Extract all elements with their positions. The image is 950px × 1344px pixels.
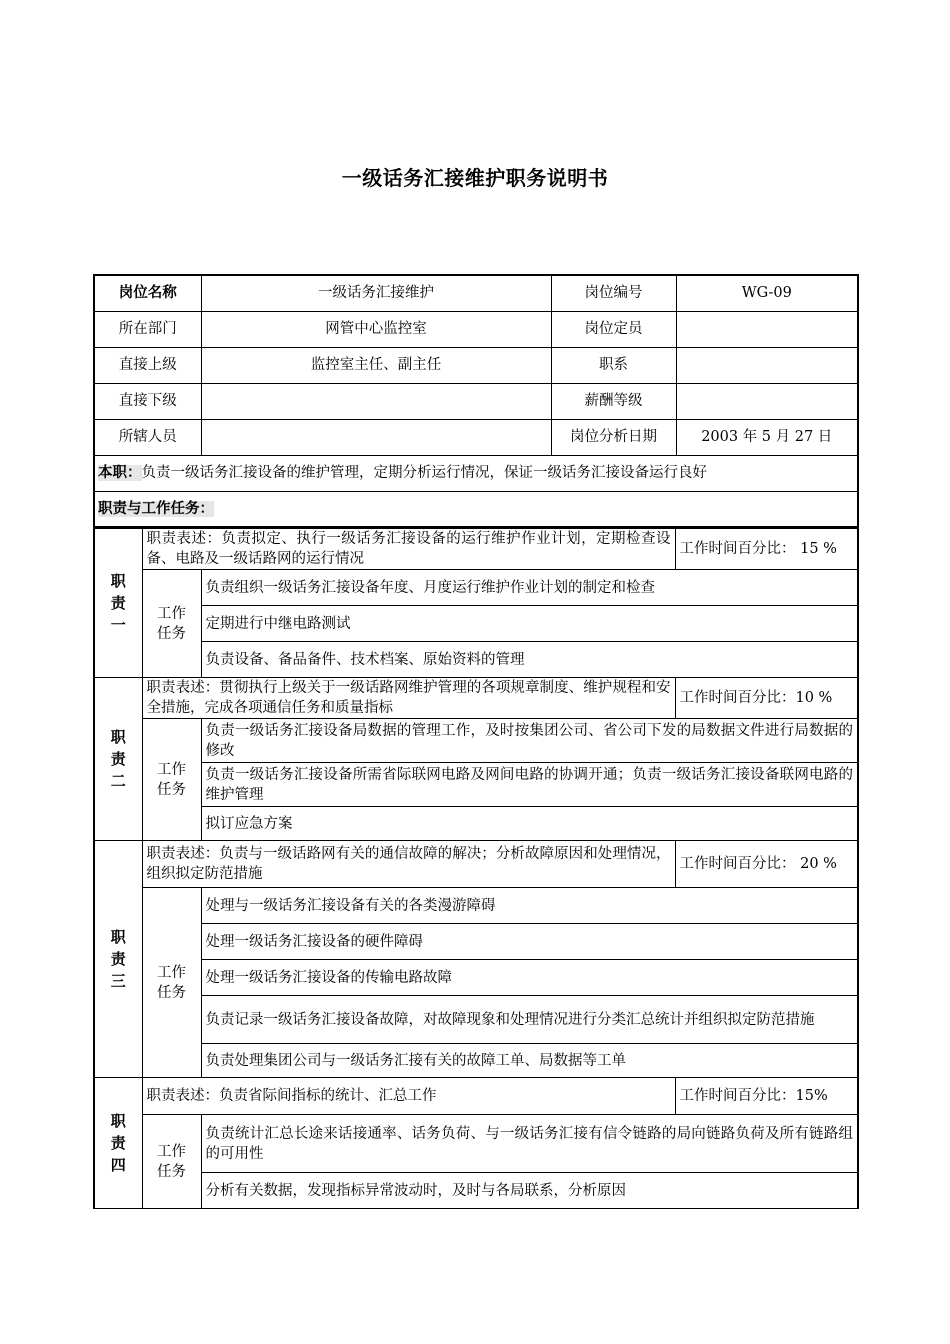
subordinate-value (201, 383, 551, 419)
duty-label-char: 一 (110, 616, 126, 634)
duty-description: 职责表述：贯彻执行上级关于一级话路网维护管理的各项规章制度、维护规程和安全措施，完成各项通信任务和质量指标 (142, 678, 675, 719)
task-label-line: 任务 (157, 625, 186, 642)
info-row (94, 419, 858, 455)
main-duty-label: 本职： (98, 465, 142, 481)
task-row (94, 719, 858, 763)
task-row (94, 996, 858, 1044)
salary-grade-label: 薪酬等级 (551, 383, 676, 419)
duty-time-percent: 工作时间百分比： 15 % (675, 529, 858, 570)
position-code-label: 岗位编号 (551, 275, 676, 311)
duties-table (93, 528, 859, 1209)
subordinate-label: 直接下级 (94, 383, 201, 419)
duty-label-char: 职 (110, 1112, 126, 1130)
duty-label-char: 责 (110, 594, 126, 612)
task-item: 负责处理集团公司与一级话务汇接有关的故障工单、局数据等工单 (201, 1044, 858, 1078)
task-label-line: 工作 (157, 605, 186, 622)
duty-time-percent: 工作时间百分比： 20 % (675, 841, 858, 888)
duty-description: 职责表述：负责省际间指标的统计、汇总工作 (142, 1078, 675, 1115)
duty-desc-row (94, 678, 858, 719)
task-item: 负责组织一级话务汇接设备年度、月度运行维护作业计划的制定和检查 (201, 570, 858, 606)
duty-label-char: 责 (110, 750, 126, 768)
task-item: 拟订应急方案 (201, 807, 858, 841)
task-row (94, 924, 858, 960)
job-family-label: 职系 (551, 347, 676, 383)
duty-label-char: 责 (110, 950, 126, 968)
duty-label (94, 529, 142, 678)
duty-label-char: 职 (110, 928, 126, 946)
document-title: 一级话务汇接维护职务说明书 (341, 166, 609, 190)
job-description-table (93, 274, 857, 1209)
task-label-line: 任务 (157, 1163, 186, 1180)
info-row (94, 347, 858, 383)
task-label (142, 888, 201, 1078)
task-item: 处理一级话务汇接设备的传输电路故障 (201, 960, 858, 996)
task-item: 负责一级话务汇接设备局数据的管理工作，及时按集团公司、省公司下发的局数据文件进行局数据的修改 (201, 719, 858, 763)
task-label-line: 任务 (157, 984, 186, 1001)
info-row (94, 275, 858, 311)
task-item: 负责设备、备品备件、技术档案、原始资料的管理 (201, 642, 858, 678)
duty-label (94, 841, 142, 1078)
duties-section-label: 职责与工作任务： (98, 500, 214, 517)
task-label (142, 719, 201, 841)
position-name-value: 一级话务汇接维护 (201, 275, 551, 311)
task-row (94, 606, 858, 642)
superior-label: 直接上级 (94, 347, 201, 383)
main-duty-row (94, 455, 858, 491)
task-item: 负责一级话务汇接设备所需省际联网电路及网间电路的协调开通；负责一级话务汇接设备联网电路的维护管理 (201, 763, 858, 807)
task-label-line: 工作 (157, 761, 186, 778)
task-row (94, 888, 858, 924)
duty-label-char: 责 (110, 1134, 126, 1152)
task-row (94, 570, 858, 606)
duty-label (94, 678, 142, 841)
superior-value: 监控室主任、副主任 (201, 347, 551, 383)
task-row (94, 1115, 858, 1173)
info-row (94, 311, 858, 347)
staff-label: 所辖人员 (94, 419, 201, 455)
duty-desc-row (94, 529, 858, 570)
duty-desc-row (94, 1078, 858, 1115)
duty-label-char: 三 (110, 972, 126, 990)
task-item: 负责统计汇总长途来话接通率、话务负荷、与一级话务汇接有信令链路的局向链路负荷及所有链路组的可用性 (201, 1115, 858, 1173)
task-row (94, 1044, 858, 1078)
duties-section-header (94, 491, 858, 527)
task-item: 处理与一级话务汇接设备有关的各类漫游障碍 (201, 888, 858, 924)
task-label-line: 任务 (157, 781, 186, 798)
task-item: 分析有关数据，发现指标异常波动时，及时与各局联系，分析原因 (201, 1173, 858, 1209)
main-duty-text: 负责一级话务汇接设备的维护管理，定期分析运行情况，保证一级话务汇接设备运行良好 (141, 465, 707, 481)
duty-desc-row (94, 841, 858, 888)
salary-grade-value (676, 383, 858, 419)
task-row (94, 763, 858, 807)
task-label (142, 1115, 201, 1209)
department-value: 网管中心监控室 (201, 311, 551, 347)
headcount-label: 岗位定员 (551, 311, 676, 347)
duty-label-char: 二 (110, 772, 126, 790)
job-family-value (676, 347, 858, 383)
task-item: 负责记录一级话务汇接设备故障，对故障现象和处理情况进行分类汇总统计并组织拟定防范措施 (201, 996, 858, 1044)
duty-time-percent: 工作时间百分比：10 % (675, 678, 858, 719)
task-row (94, 960, 858, 996)
task-row (94, 1173, 858, 1209)
task-item: 处理一级话务汇接设备的硬件障碍 (201, 924, 858, 960)
task-label-line: 工作 (157, 1143, 186, 1160)
duty-label-char: 职 (110, 728, 126, 746)
duty-label-char: 职 (110, 572, 126, 590)
task-row (94, 642, 858, 678)
department-label: 所在部门 (94, 311, 201, 347)
info-table (93, 274, 859, 528)
duty-time-percent: 工作时间百分比：15% (675, 1078, 858, 1115)
duty-description: 职责表述：负责与一级话路网有关的通信故障的解决；分析故障原因和处理情况，组织拟定防范措施 (142, 841, 675, 888)
task-label (142, 570, 201, 678)
headcount-value (676, 311, 858, 347)
duty-description: 职责表述：负责拟定、执行一级话务汇接设备的运行维护作业计划，定期检查设备、电路及一级话路网的运行情况 (142, 529, 675, 570)
task-item: 定期进行中继电路测试 (201, 606, 858, 642)
analysis-date-label: 岗位分析日期 (551, 419, 676, 455)
task-row (94, 807, 858, 841)
position-name-label: 岗位名称 (94, 275, 201, 311)
analysis-date-value: 2003 年 5 月 27 日 (676, 419, 858, 455)
info-row (94, 383, 858, 419)
task-label-line: 工作 (157, 964, 186, 981)
position-code-value: WG-09 (676, 275, 858, 311)
duty-label (94, 1078, 142, 1209)
staff-value (201, 419, 551, 455)
duty-label-char: 四 (110, 1156, 126, 1174)
